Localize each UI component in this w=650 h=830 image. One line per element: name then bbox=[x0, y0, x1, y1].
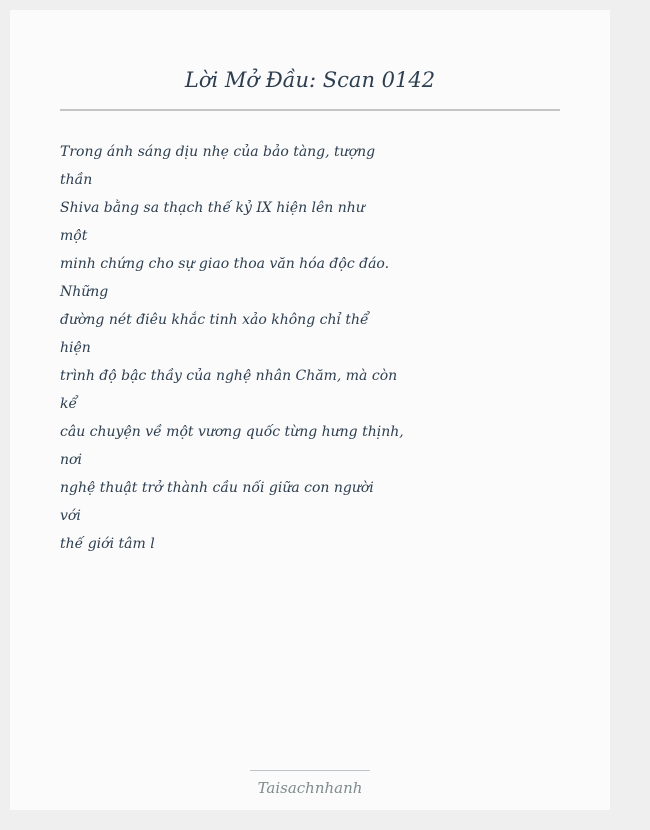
text-line: thế giới tâm l bbox=[60, 536, 155, 552]
footer-divider bbox=[250, 770, 370, 771]
text-line: một bbox=[60, 228, 88, 244]
text-line: minh chứng cho sự giao thoa văn hóa độc đáo. bbox=[60, 256, 390, 272]
text-line: Những bbox=[60, 284, 109, 300]
text-line: nghệ thuật trở thành cầu nối giữa con người bbox=[60, 480, 374, 496]
text-line: trình độ bậc thầy của nghệ nhân Chăm, mà còn bbox=[60, 368, 398, 384]
text-line: với bbox=[60, 508, 81, 524]
text-line: kể bbox=[60, 396, 78, 412]
text-line: nơi bbox=[60, 452, 82, 468]
text-line: Shiva bằng sa thạch thế kỷ IX hiện lên như bbox=[60, 200, 365, 216]
text-line: thần bbox=[60, 172, 93, 188]
text-line: Trong ánh sáng dịu nhẹ của bảo tàng, tượng bbox=[60, 144, 376, 160]
title-divider bbox=[60, 109, 560, 111]
text-line: hiện bbox=[60, 340, 91, 356]
document-page bbox=[10, 10, 610, 810]
text-line: đường nét điêu khắc tinh xảo không chỉ thể bbox=[60, 312, 369, 328]
footer-source: Taisachnhanh bbox=[257, 779, 363, 797]
text-line: câu chuyện về một vương quốc từng hưng thịnh, bbox=[60, 424, 404, 440]
body-text bbox=[60, 138, 404, 558]
page-title: Lời Mở Đầu: Scan 0142 bbox=[184, 68, 436, 92]
